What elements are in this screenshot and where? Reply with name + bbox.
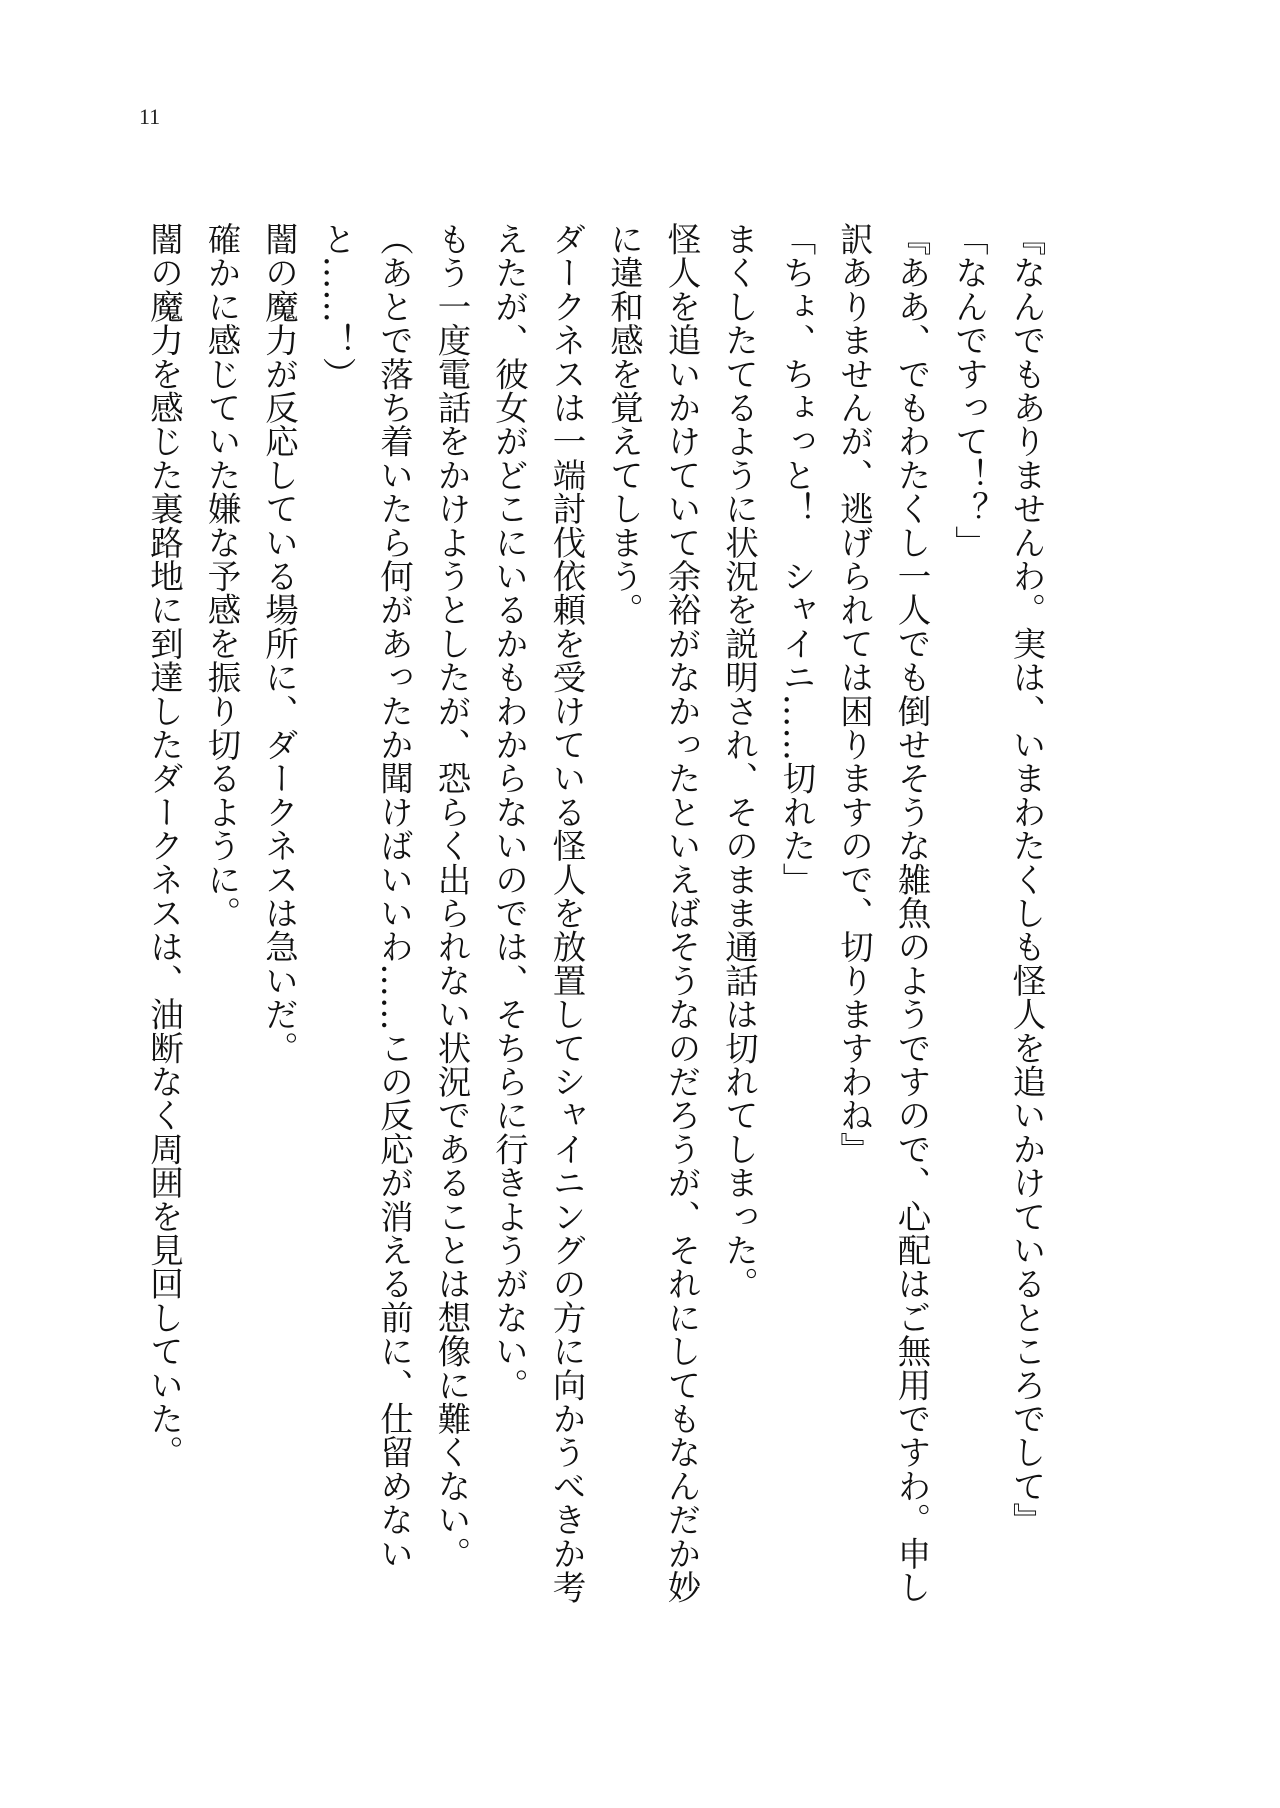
narration-paragraph: もう一度電話をかけようとしたが、恐らく出られない状況であることは想像に難くない。 [432, 222, 471, 1570]
narration-paragraph: まくしたてるように状況を説明され、そのまま通話は切れてしまった。 [719, 222, 759, 1301]
dialogue-line: 「ちょ、ちょっと！ シャイニ……切れた」 [777, 222, 816, 896]
narration-paragraph: 怪人を追いかけていて余裕がなかったといえばそうなのだろうが、それにしてもなんだか妙に違和感を覚えてしまう。 [604, 222, 701, 1604]
inner-thought-line: （あとで落ち着いたら何があったか聞けばいいわ……この反応が消える前に、仕留めないと……！） [317, 222, 414, 1570]
narration-paragraph: 確かに感じていた嫌な予感を振り切るように。 [202, 222, 241, 930]
dialogue-line: 『ああ、でもわたくし一人でも倒せそうな雑魚のようですので、心配はご無用ですわ。申し訳ありませんが、逃げられては困りますので、切りますわね』 [834, 222, 931, 1604]
dialogue-line: 「なんですって！？」 [949, 222, 989, 559]
narration-paragraph: ダークネスは一端討伐依頼を受けている怪人を放置してシャイニングの方に向かうべきか考えたが、彼女がどこにいるかもわからないのでは、そちらに行きようがない。 [489, 222, 586, 1604]
dialogue-line: 『なんでもありませんわ。実は、いまわたくしも怪人を追いかけているところでして』 [1007, 222, 1046, 1537]
page-number: 11 [139, 104, 161, 129]
narration-paragraph: 闇の魔力を感じた裏路地に到達したダークネスは、油断なく周囲を見回していた。 [144, 222, 184, 1469]
vertical-body-text [135, 222, 1055, 1632]
narration-paragraph: 闇の魔力が反応している場所に、ダークネスは急いだ。 [259, 222, 299, 1065]
